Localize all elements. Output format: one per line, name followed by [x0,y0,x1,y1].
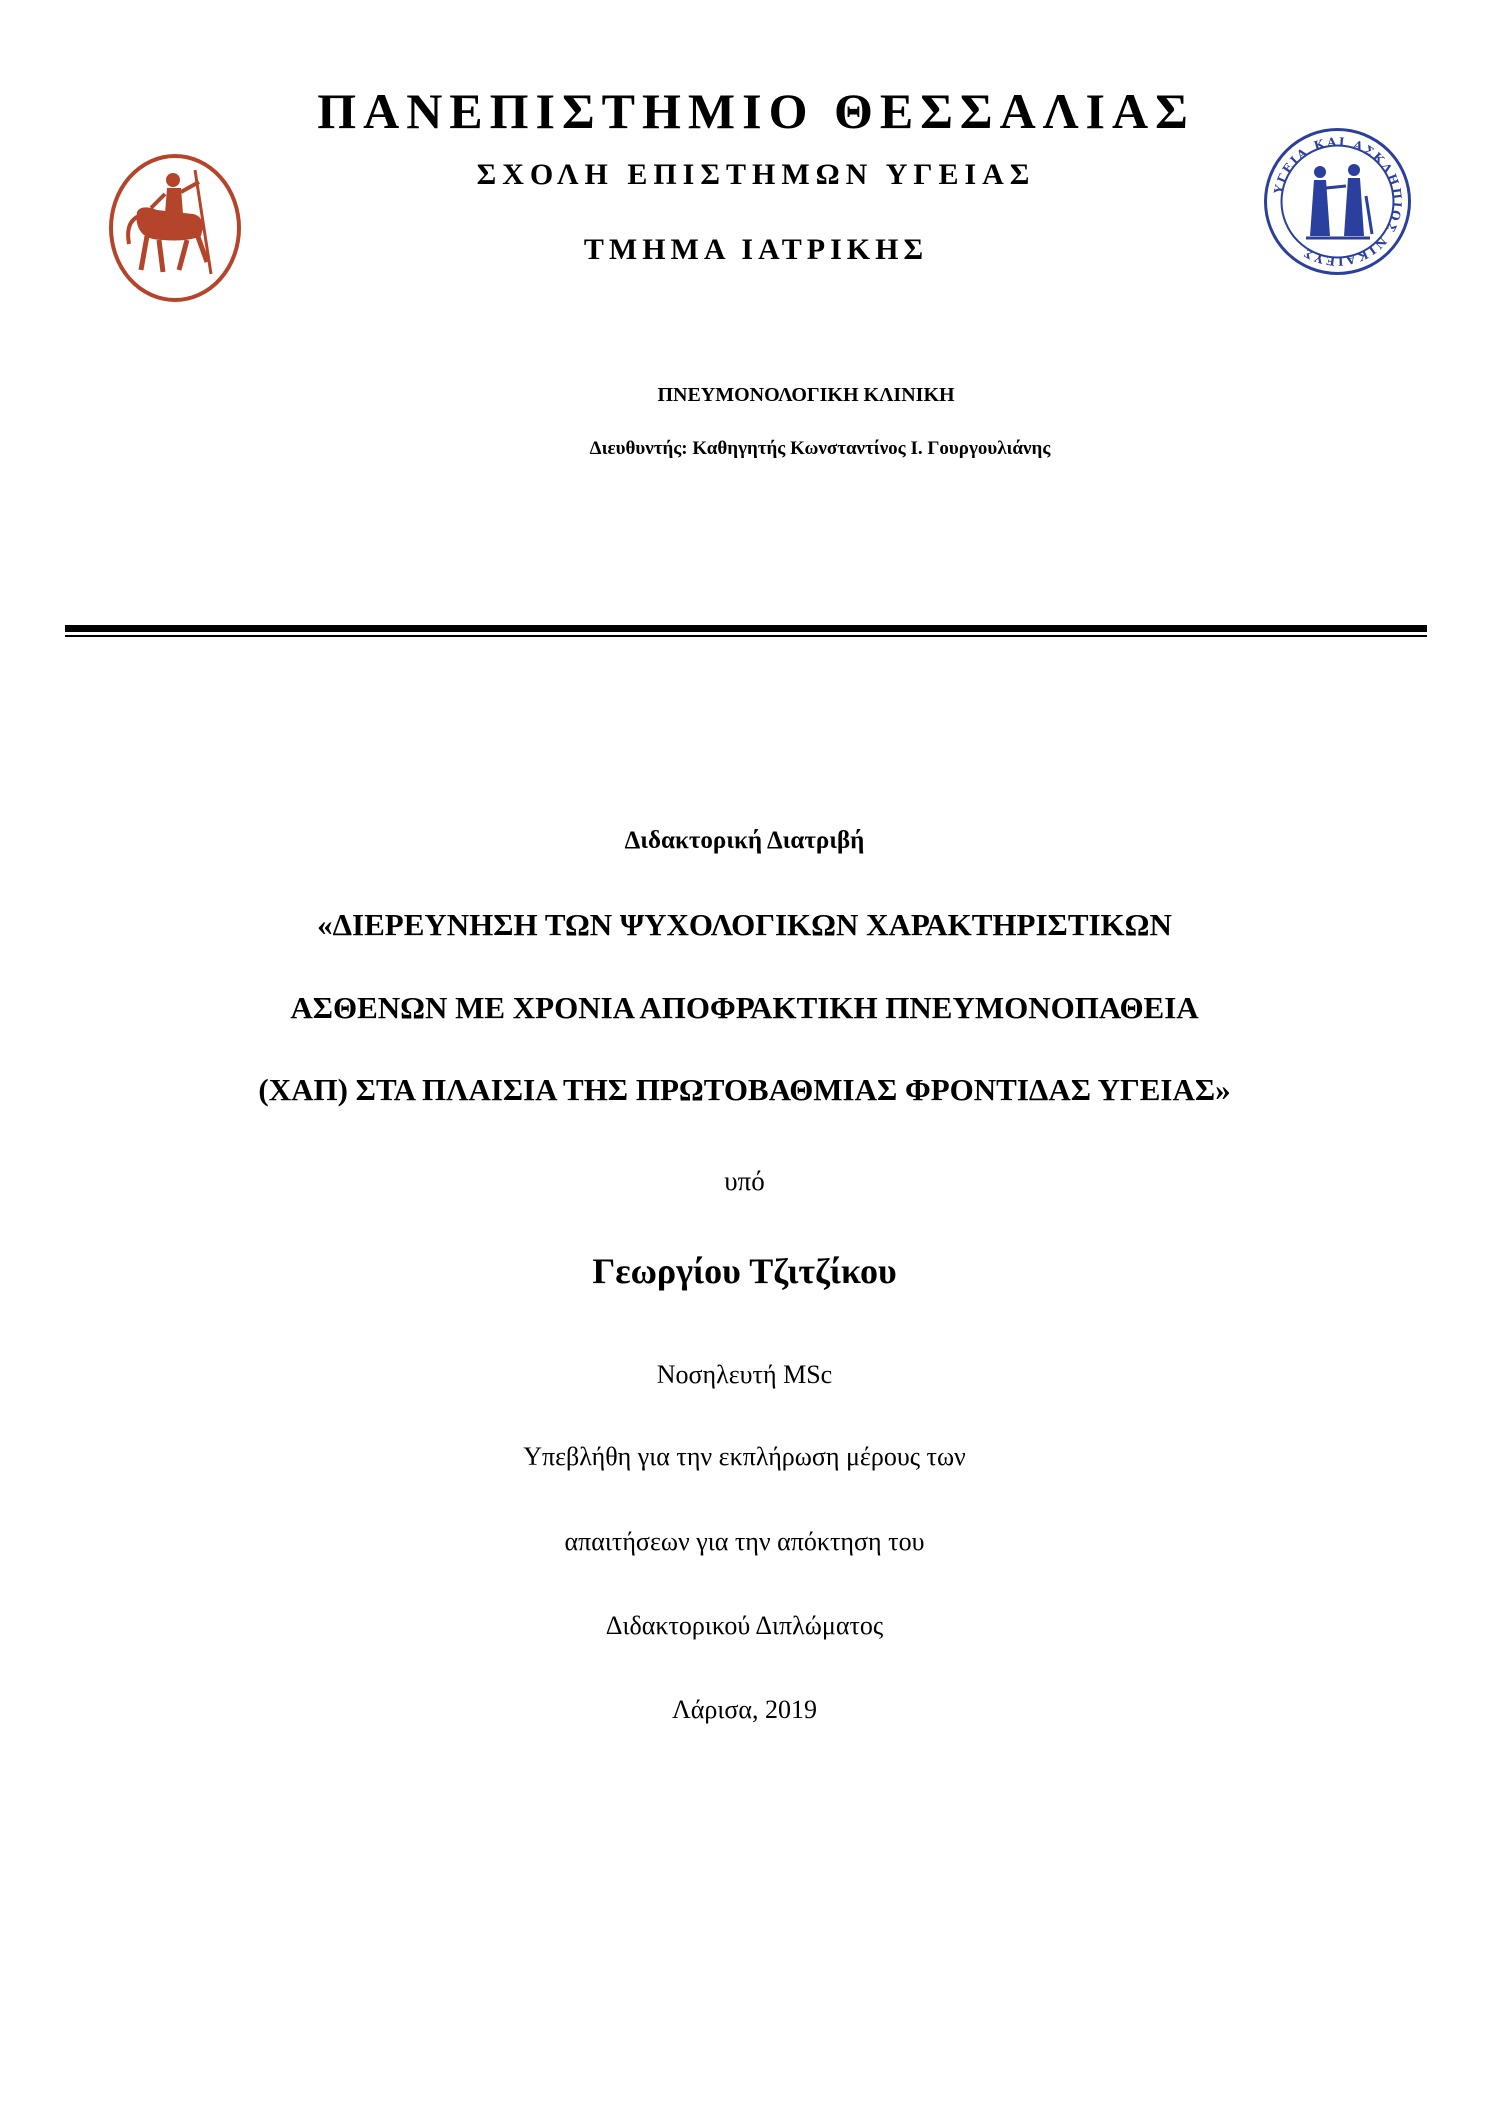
thesis-title-line-2: ΑΣΘΕΝΩΝ ΜΕ ΧΡΟΝΙΑ ΑΠΟΦΡΑΚΤΙΚΗ ΠΝΕΥΜΟΝΟΠΑΘΕΙΑ [290,990,1199,1025]
author-degree: Νοσηλευτή MSc [656,1360,833,1389]
header-divider-thin [65,635,1427,637]
place-date: Λάρισα, 2019 [671,1695,818,1724]
school-name: ΣΧΟΛΗ ΕΠΙΣΤΗΜΩΝ ΥΓΕΙΑΣ [476,158,1036,191]
seal-text: ΥΓΕΙΑ ΚΑΙ ΑΣΚΛΗΠΙΟΣ ΝΙΚΑΙΕΥΣ [1271,134,1405,269]
author-name: Γεωργίου Τζιτζίκου [592,1251,897,1291]
thesis-title-line-3: (ΧΑΠ) ΣΤΑ ΠΛΑΙΣΙΑ ΤΗΣ ΠΡΩΤΟΒΑΘΜΙΑΣ ΦΡΟΝΤΙΔΑΣ ΥΓΕΙΑΣ» [258,1072,1231,1107]
thesis-type: Διδακτορική Διατριβή [624,827,865,854]
clinic-director: Διευθυντής: Καθηγητής Κωνσταντίνος Ι. Γουργουλιάνης [589,438,1051,459]
medical-school-seal [1262,126,1413,277]
university-name: ΠΑΝΕΠΙΣΤΗΜΙΟ ΘΕΣΣΑΛΙΑΣ [317,83,1195,139]
university-logo [107,152,243,304]
by-label: υπό [724,1166,765,1196]
thesis-title-line-1: «ΔΙΕΡΕΥΝΗΣΗ ΤΩΝ ΨΥΧΟΛΟΓΙΚΩΝ ΧΑΡΑΚΤΗΡΙΣΤΙΚΩΝ [317,907,1172,942]
submission-line-2: απαιτήσεων για την απόκτηση του [564,1527,925,1556]
submission-line-3: Διδακτορικού Διπλώματος [605,1611,884,1640]
department-name: ΤΜΗΜΑ ΙΑΤΡΙΚΗΣ [583,233,929,266]
submission-line-1: Υπεβλήθη για την εκπλήρωση μέρους των [523,1442,966,1471]
header-divider-thick [65,625,1427,632]
seal-icon [1262,126,1413,277]
centaur-icon [107,152,243,304]
clinic-name: ΠΝΕΥΜΟΝΟΛΟΓΙΚΗ ΚΛΙΝΙΚΗ [657,384,955,406]
